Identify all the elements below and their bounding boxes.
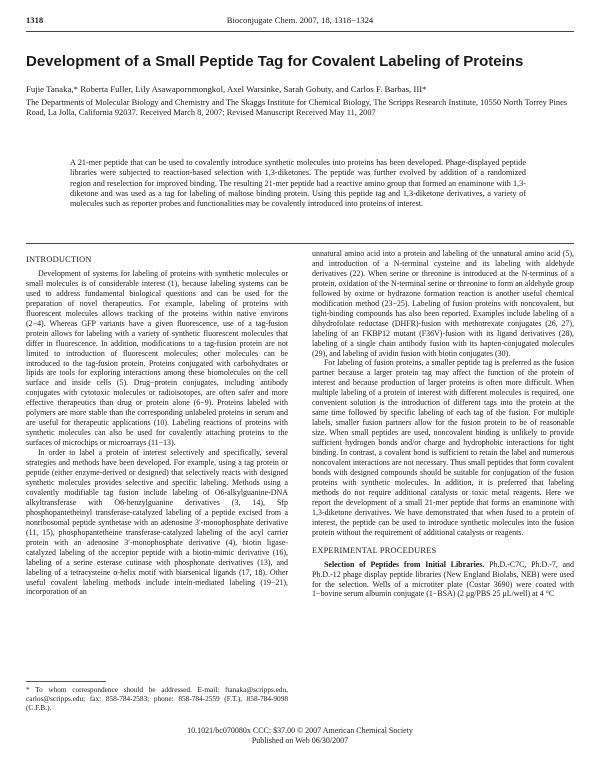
paragraph: In order to label a protein of interest selectively and specifically, several strategies and methods have been developed. For example, using a tag protein or peptide (either enzyme-derived or designed) that selectively reacts with designed synthetic molecules provides selective and specific labeling. Methods using a covalently modifiable tag fusion include labeling of O6-alkylguanine-DNA alkyltransferase with O6-benzylguanine derivatives (3, 14), Sfp phosphopantetheinyl transferase-catalyzed labeling of a peptide excised from a nonribosomal peptide synthetase with an adenosine 3′-monophosphate derivative (11, 15), phosphopantetheine transferase-catalyzed labeling of the acyl carrier protein with an adenosine 3′-monophosphate derivative (4), biotin ligase-catalyzed labeling of the acceptor peptide with a biotin-mimic derivative (16), labeling of a serine esterase cutinase with phosphonate derivatives (13), and labeling of a tetracysteine α-helix motif with biarsenical ligands (17, 18). Other useful covalent labeling methods include intein-mediated labeling (19−21), incorporation of an (26, 448, 288, 597)
correspondence-footnote: * To whom correspondence should be addressed. E-mail: ftanaka@scripps.edu, carlos@scripps.edu; fax: 858-784-2583; phone: 858-784-2559 (F.T.), 858-784-9098 (C.F.B.). (26, 685, 288, 712)
page-number: 1318 (26, 15, 44, 25)
right-column (312, 249, 574, 599)
section-heading-introduction: INTRODUCTION (26, 255, 92, 264)
header-rule (26, 31, 574, 32)
abstract-rule (26, 243, 574, 244)
paragraph: unnatural amino acid into a protein and labeling of the unnatural amino acid (5), and introduction of a N-terminal cysteine and its labeling with aldehyde derivatives (22). When serine or threonine is introduced at the N-terminus of a protein, oxidation of the N-terminal serine or threonine to form an aldehyde group followed by oxime or hydrazone formation reaction is another useful chemical modification method (23−25). Labeling of fusion proteins with noncovalent, but tight-binding compounds has also been reported. Examples include labeling of a dihydrofolate reductase (DHFR)-fusion with methotrexate conjugates (26, 27), labeling of an FKBP12 mutant (F36V)-fusion with its ligand derivatives (28), labeling of a single chain antibody fusion with its hapten-conjugated molecules (29), and labeling of avidin fusion with biotin conjugates (30). (312, 249, 574, 358)
paragraph-text: Ph.D.-C7C, Ph.D.-7, and Ph.D.-12 phage display peptide libraries (New England Biolabs, NEB) were used for the selection. Wells of a microtiter plate (Costar 3690) were coated with 1−bovine serum albumin conjugate (1−BSA) (2 μg/PBS 25 μL/well) at 4 °C (312, 559, 574, 599)
journal-citation: Bioconjugate Chem. 2007, 18, 1318−1324 (226, 15, 374, 25)
abstract: A 21-mer peptide that can be used to covalently introduce synthetic molecules into proteins has been developed. Phage-displayed peptide libraries were subjected to reaction-based selection with 1,3-diketones. The peptide was further evolved by addition of a randomized region and reselection for improved binding. The resulting 21-mer peptide had a reactive amino group that formed an enaminone with 1,3-diketone and was used as a tag for labeling of maltose binding protein. Using this peptide tag and 1,3-diketone derivatives, a variety of molecules such as reporter probes and functionalities may be covalently introduced into proteins of interest. (70, 158, 526, 209)
paragraph: Development of systems for labeling of proteins with synthetic molecules or small molecules is of considerable interest (1), because labeling systems can be used to address fundamental biological questions and can be used for the preparation of novel therapeutics. For example, labeling of proteins with fluorescent molecules allows tracking of the proteins within native environs (2−4). Whereas GFP variants have a given fluorescence, use of a tag-fusion protein allows for labeling with a variety of synthetic fluorescent molecules that differ in fluorescence. In addition, modifications to a tag-fusion protein are not limited to introduction of fluorescent molecules; other molecules can be introduced to the tag-fusion protein. Proteins conjugated with carbohydrates or lipids are tools for exploring interactions among these biomolecules on the cell surface and inside cells (5). Drug−protein conjugates, including antibody conjugates with cytotoxic molecules or radioisotopes, are often safer and more effective therapeutics than drug or protein alone (6−9). Proteins labeled with polymers are more stable than the corresponding unlabeled proteins in serum and are useful for therapeutic applications (10). Labeling reactions of proteins with synthetic molecules can also be used for covalently attaching proteins to the surfaces of microchips or microarrays (11−13). (26, 268, 288, 448)
article-title: Development of a Small Peptide Tag for Covalent Labeling of Proteins (26, 53, 524, 70)
published-line: Published on Web 06/30/2007 (251, 736, 349, 745)
paragraph: For labeling of fusion proteins, a smaller peptide tag is preferred as the fusion partner because a larger protein tag may affect the function of the protein of interest and because production of larger proteins is often more difficult. When multiple labeling of a protein of interest with different molecules is required, one convenient solution is the introduction of different tags into the protein at the same time followed by specific labeling of each tag of the fusion. For multiple labels, smaller fusion partners allow for the fusion protein to be of reasonable size. When small peptides are used, noncovalent binding is unlikely to provide sufficient hydrogen bonds and/or charge and hydrophobic interactions for tight binding. In contrast, a covalent bond is sufficient to retain the label and numerous noncovalent interactions are not necessary. Thus small peptides that form covalent bonds with designed compounds should be suitable for conjugation of the fusion proteins with synthetic molecules. In addition, it is preferred that labeling methods do not require additional catalysts or toxic metal reagents. Here we report the development of a small 21-mer peptide that forms an enaminone with 1,3-diketone derivatives. We have demonstrated that when fused to a protein of interest, the peptide can be used to introduce synthetic molecules into the fusion protein without the requirement of additional catalysts or reagents. (312, 358, 574, 537)
left-column (26, 255, 288, 597)
running-header (26, 15, 574, 27)
paragraph (312, 560, 574, 600)
author-list: Fujie Tanaka,* Roberta Fuller, Lily Asawapornmongkol, Axel Warsinke, Sarah Gobuty, and Carlos F. Barbas, III* (26, 84, 427, 94)
doi-line: 10.1021/bc070080x CCC: $37.00 © 2007 American Chemical Society (187, 726, 413, 735)
subsection-heading: Selection of Peptides from Initial Libraries. (324, 559, 485, 569)
footnote-rule (26, 681, 106, 682)
affiliation: The Departments of Molecular Biology and Chemistry and The Skaggs Institute for Chemical Biology, The Scripps Research Institute, 10550 North Torrey Pines Road, La Jolla, California 92037. Received March 8, 2007; Revised Manuscript Received May 11, 2007 (26, 98, 568, 118)
page-footer (0, 726, 600, 746)
section-heading-experimental: EXPERIMENTAL PROCEDURES (312, 545, 437, 555)
